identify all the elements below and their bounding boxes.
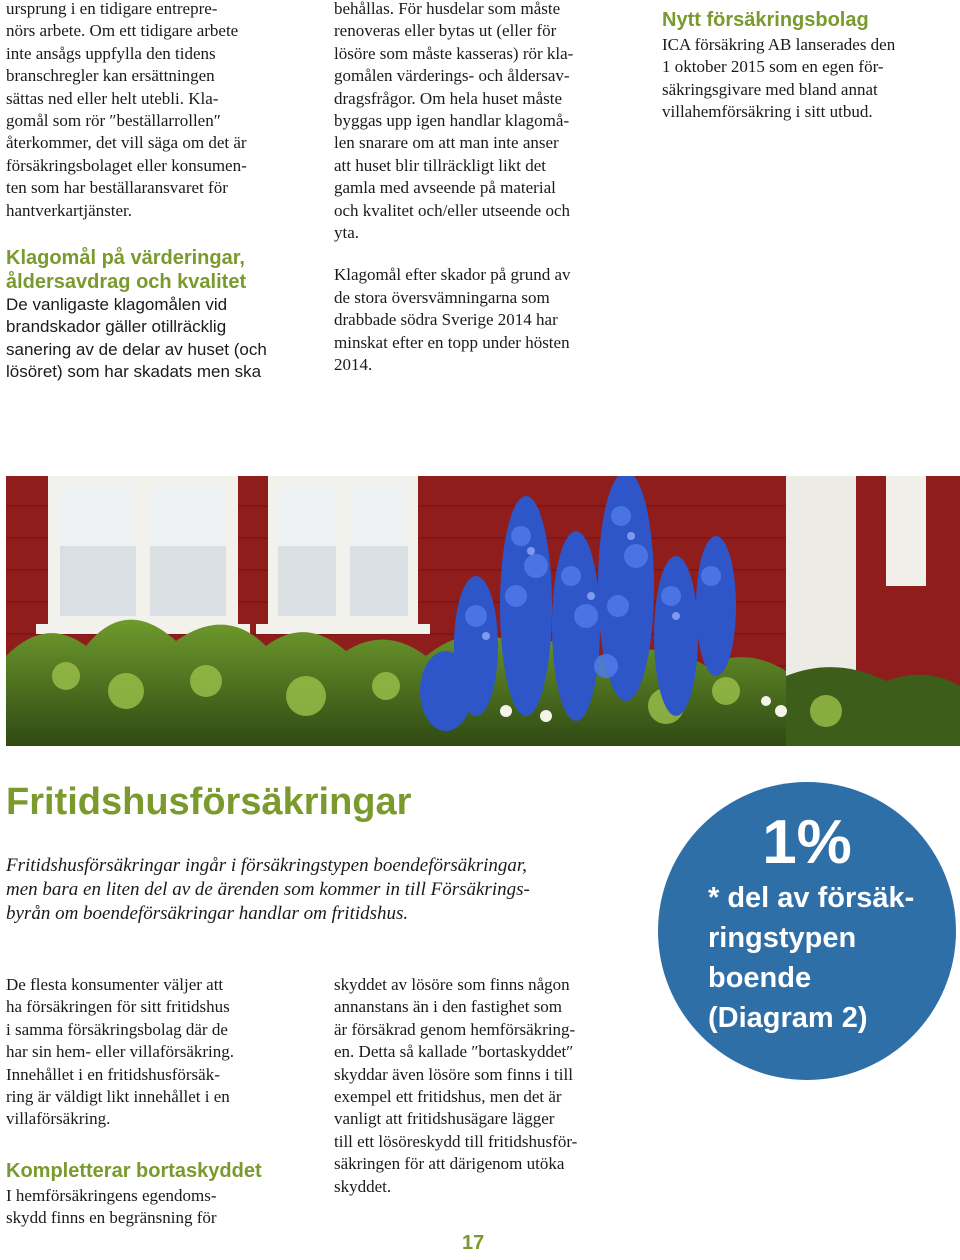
text-line: Klagomål efter skador på grund av	[334, 265, 571, 285]
text-line: sanering av de delar av huset (och	[6, 339, 267, 359]
subheading-away-cover: Kompletterar bortaskyddet	[6, 1159, 262, 1182]
text-line: ICA försäkring AB lanserades den	[662, 35, 896, 54]
text-line: * del av försäk-	[708, 882, 915, 914]
text-line: lösöre som måste kasseras) rör kla-	[334, 43, 574, 63]
text-line: brandskador gäller otillräcklig	[6, 317, 227, 337]
text-line: gamla med avseende på material	[334, 178, 556, 198]
body-text-col2-p2	[334, 264, 644, 376]
text-line: återkommer, det vill säga om det är	[6, 133, 247, 153]
text-line: 2014.	[334, 355, 373, 375]
cottage-illustration	[6, 476, 960, 746]
text-line: yta.	[334, 223, 360, 243]
text-line: till ett lösöreskydd till fritidshusför-	[334, 1131, 578, 1151]
stat-description	[708, 878, 914, 1038]
section-title: Fritidshusförsäkringar	[6, 781, 412, 823]
text-line: De vanligaste klagomålen vid	[6, 295, 228, 315]
text-line: len snarare om att man inte anser	[334, 133, 559, 153]
text-line: sättas ned eller helt utebli. Kla-	[6, 88, 219, 108]
subheading-new-insurer: Nytt försäkringsbolag	[662, 9, 869, 31]
text-line: minskat efter en topp under hösten	[334, 332, 570, 352]
text-line: villahemförsäkring i sitt utbud.	[662, 102, 873, 122]
text-line: är försäkrad genom hemförsäkring-	[334, 1019, 576, 1039]
text-line: dragsfrågor. Om hela huset måste	[334, 88, 563, 108]
text-line: ha försäkringen för sitt fritidshus	[6, 997, 230, 1017]
text-line: och kvalitet och/eller utseende och	[334, 200, 571, 220]
text-line: I hemförsäkringens egendoms-	[6, 1185, 217, 1205]
stat-percentage: 1%	[762, 808, 852, 877]
text-line: renoveras eller bytas ut (eller för	[334, 21, 557, 41]
text-line: nörs arbete. Om ett tidigare arbete	[6, 21, 239, 41]
subheading-valuations	[6, 246, 316, 294]
column-2-bottom	[334, 974, 644, 1198]
photo-red-cottage-delphiniums	[6, 476, 960, 746]
text-line: ringstypen	[708, 922, 857, 954]
heading-line: åldersavdrag och kvalitet	[6, 271, 247, 294]
text-line: säkringen för att därigenom utöka	[334, 1154, 565, 1174]
text-line: inte ansågs uppfylla den tidens	[6, 43, 216, 63]
text-line: ring är väldigt likt innehållet i en	[6, 1087, 230, 1107]
body-text-col1-bottom	[6, 974, 316, 1131]
text-line: säkringsgivare med bland annat	[662, 79, 878, 99]
text-line: försäkringsbolaget eller konsumen-	[6, 155, 247, 175]
text-line: att huset blir tillräckligt likt det	[334, 155, 546, 175]
text-line: branschregler kan ersättningen	[6, 66, 215, 86]
column-1-top	[6, 0, 316, 384]
text-line: skyddet.	[334, 1176, 392, 1196]
text-line: skyddar även lösöre som finns i till	[334, 1064, 573, 1084]
text-line: byrån om boendeförsäkringar handlar om fritidshus.	[6, 903, 409, 924]
column-3-top	[662, 8, 958, 124]
window-left	[36, 476, 250, 634]
text-line: gomål som rör ″beställarrollen″	[6, 111, 221, 131]
body-text-col2-p1	[334, 0, 644, 244]
text-line: behållas. För husdelar som måste	[334, 0, 561, 18]
text-line: ten som har beställaransvaret för	[6, 178, 228, 198]
text-line: villaförsäkring.	[6, 1109, 111, 1129]
stat-badge	[658, 782, 956, 1080]
text-line: men bara en liten del av de ärenden som kommer in till Försäkrings-	[6, 879, 530, 900]
page-number: 17	[462, 1232, 485, 1254]
text-line: ursprung i en tidigare entrepre-	[6, 0, 218, 18]
column-2-top	[334, 0, 644, 377]
text-line: annanstans än i den fastighet som	[334, 997, 563, 1017]
text-line: lösöret) som har skadats men ska	[6, 362, 262, 382]
text-line: drabbade södra Sverige 2014 har	[334, 310, 558, 330]
text-line: (Diagram 2)	[708, 1002, 868, 1034]
text-line: exempel ett fritidshus, men det är	[334, 1087, 562, 1107]
text-line: Innehållet i en fritidshusförsäk-	[6, 1064, 220, 1084]
body-text-valuations	[6, 294, 316, 384]
text-line: boende	[708, 962, 812, 994]
text-line: i samma försäkringsbolag där de	[6, 1019, 228, 1039]
text-line: de stora översvämningarna som	[334, 287, 550, 307]
text-line: har sin hem- eller villaförsäkring.	[6, 1042, 235, 1062]
text-line: vanligt att fritidshusägare lägger	[334, 1109, 555, 1129]
text-line: skyddet av lösöre som finns någon	[334, 975, 570, 994]
text-line: Fritidshusförsäkringar ingår i försäkringstypen boendeförsäkringar,	[6, 855, 527, 876]
section-intro	[6, 854, 530, 926]
text-line: gomålen värderings- och åldersav-	[334, 66, 570, 86]
heading-line: Klagomål på värderingar,	[6, 247, 245, 270]
column-1-bottom	[6, 974, 316, 1230]
body-text-col1	[6, 0, 316, 222]
text-line: byggas upp igen handlar klagomå-	[334, 111, 570, 131]
body-text-new-insurer	[662, 34, 958, 124]
text-line: 1 oktober 2015 som en egen för-	[662, 57, 884, 77]
text-line: hantverkartjänster.	[6, 200, 133, 220]
body-text-away-cover	[6, 1185, 316, 1230]
text-line: en. Detta så kallade ″bortaskyddet″	[334, 1042, 574, 1062]
window-middle	[256, 476, 430, 634]
text-line: De flesta konsumenter väljer att	[6, 975, 224, 994]
text-line: skydd finns en begränsning för	[6, 1208, 217, 1228]
